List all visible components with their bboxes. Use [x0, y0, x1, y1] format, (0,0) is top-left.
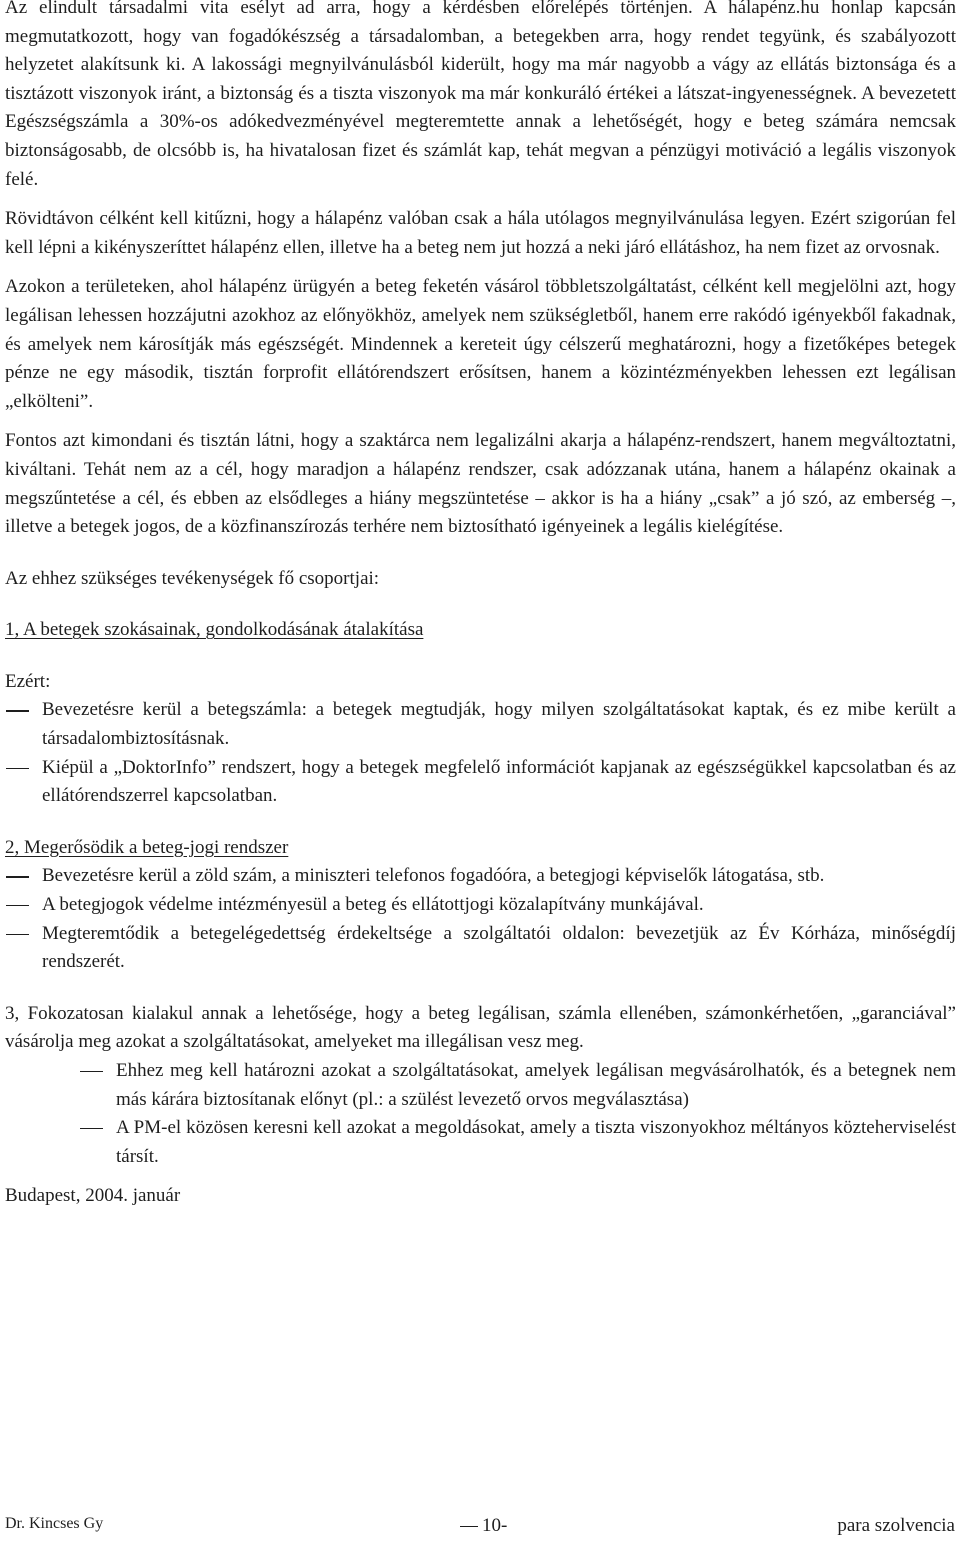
- groups-heading: Az ehhez szükséges tevékenységek fő csoportjai:: [5, 567, 380, 589]
- section-3-list: [5, 1057, 956, 1171]
- section-2-heading: 2, Megerősödik a beteg-jogi rendszer: [5, 836, 289, 858]
- list-item: A PM-el közösen keresni kell azokat a megoldásokat, amely a tiszta viszonyokhoz méltányos közteherviselést társít.: [116, 1117, 956, 1167]
- document-page: [5, 0, 956, 1211]
- page-footer: [5, 1515, 955, 1537]
- list-item: Bevezetésre kerül a zöld szám, a miniszteri telefonos fogadóóra, a betegjogi képviselők látogatása, stb.: [42, 865, 825, 887]
- section-2-list: [5, 862, 956, 976]
- list-item: Kiépül a „DoktorInfo” rendszert, hogy a betegek megfelelő információt kapjanak az egészségükkel kapcsolatban és az ellátórendszerrel kapcsolatban.: [42, 756, 956, 807]
- page-number: 10-: [460, 1515, 507, 1537]
- paragraph-short-term: Rövidtávon célként kell kitűzni, hogy a hálapénz valóban csak a hála utólagos megnyilvánulása legyen. Ezért szigorúan fel kell lépni a kikényszeríttet hálapénz ellen, illetve ha a beteg nem jut hozzá a neki járó ellátáshoz, ha nem fizet az orvosnak.: [5, 208, 956, 258]
- section-1-ezert: Ezért:: [5, 670, 51, 692]
- paragraph-goal: Fontos azt kimondani és tisztán látni, hogy a szaktárca nem legalizálni akarja a hálapénz-rendszert, hanem megváltoztatni, kiváltani. Tehát nem az a cél, hogy maradjon a hálapénz rendszer, csak adózzanak utána, hanem a hálapénz okainak a megszűntetése a cél, és ebben az elsődleges a hiány megszüntetése – akkor is ha a hiány „csak” a jó szó, az emberség –, illetve a betegek jogos, de a közfinanszírozás terhére nem biztosítható igényeinek a legális kielégítése.: [5, 430, 956, 538]
- footer-author: Dr. Kincses Gy: [5, 1515, 104, 1532]
- list-item: A betegjogok védelme intézményesül a beteg és ellátottjogi közalapítvány munkájával.: [42, 894, 704, 916]
- list-item: Bevezetésre kerül a betegszámla: a betegek megtudják, hogy milyen szolgáltatásokat kaptak, és ez mibe került a társadalombiztosításnak.: [42, 699, 956, 750]
- section-1-heading: 1, A betegek szokásainak, gondolkodásának átalakítása: [5, 619, 424, 641]
- paragraph-intro: Az elindult társadalmi vita esélyt ad arra, hogy a kérdésben előrelépés történjen. A hálapénz.hu honlap kapcsán megmutatkozott, hogy van fogadókészség a társadalomban, a betegekben arra, hogy rendet tegyünk, és szabályozott helyzetet alakítsunk ki. A lakossági megnyilvánulásból kiderült, hogy ma már nagyobb a vágy az ellátás biztonsága és a tisztázott viszonyok iránt, a biztonság és a tiszta viszonyok ma már konkuráló értékei a látszat-ingyenességnek. A bevezetett Egészségszámla a 30%-os adókedvezményével megteremtette annak a lehetőségét, hogy e beteg számára nemcsak biztonságosabb, de olcsóbb is, ha hivatalosan fizet és számlát kap, tehát megvan a pénzügyi motiváció a legális viszonyok felé.: [5, 0, 956, 190]
- paragraph-legal-services: Azokon a területeken, ahol hálapénz ürügyén a beteg feketén vásárol többletszolgáltatást, célként kell megjelölni azt, hogy legálisan lehessen hozzájutni azokhoz az előnyökhöz, amelyek nem szükségletből, hanem erre rakódó igényekből fakadnak, és amelyek nem károsítják más egészségét. Mindennek a kereteit úgy célszerű meghatározni, hogy a fizetőképes betegek pénze ne egy második, tisztán forprofit ellátórendszert erősítsen, hanem a közintézményekben lehessen ezt legálisan „elkölteni”.: [5, 276, 956, 412]
- list-item: Ehhez meg kell határozni azokat a szolgáltatásokat, amelyek legálisan megvásárolhatók, és a betegnek nem más kárára biztosítanak előnyt (pl.: a szülést levezető orvos megválasztása): [116, 1060, 956, 1110]
- section-3-heading: 3, Fokozatosan kialakul annak a lehetősége, hogy a beteg legálisan, számla ellenében, számonkérhetően, „garanciával” vásárolja meg azokat a szolgáltatásokat, amelyeket ma illegálisan vesz meg.: [5, 1002, 956, 1053]
- section-1-list: [5, 696, 956, 810]
- footer-section: para szolvencia: [837, 1515, 955, 1536]
- list-item: Megteremtődik a betegelégedettség érdekeltsége a szolgáltatói oldalon: bevezetjük az Év Kórháza, minőségdíj rendszerét.: [42, 922, 956, 973]
- signoff: Budapest, 2004. január: [5, 1185, 181, 1207]
